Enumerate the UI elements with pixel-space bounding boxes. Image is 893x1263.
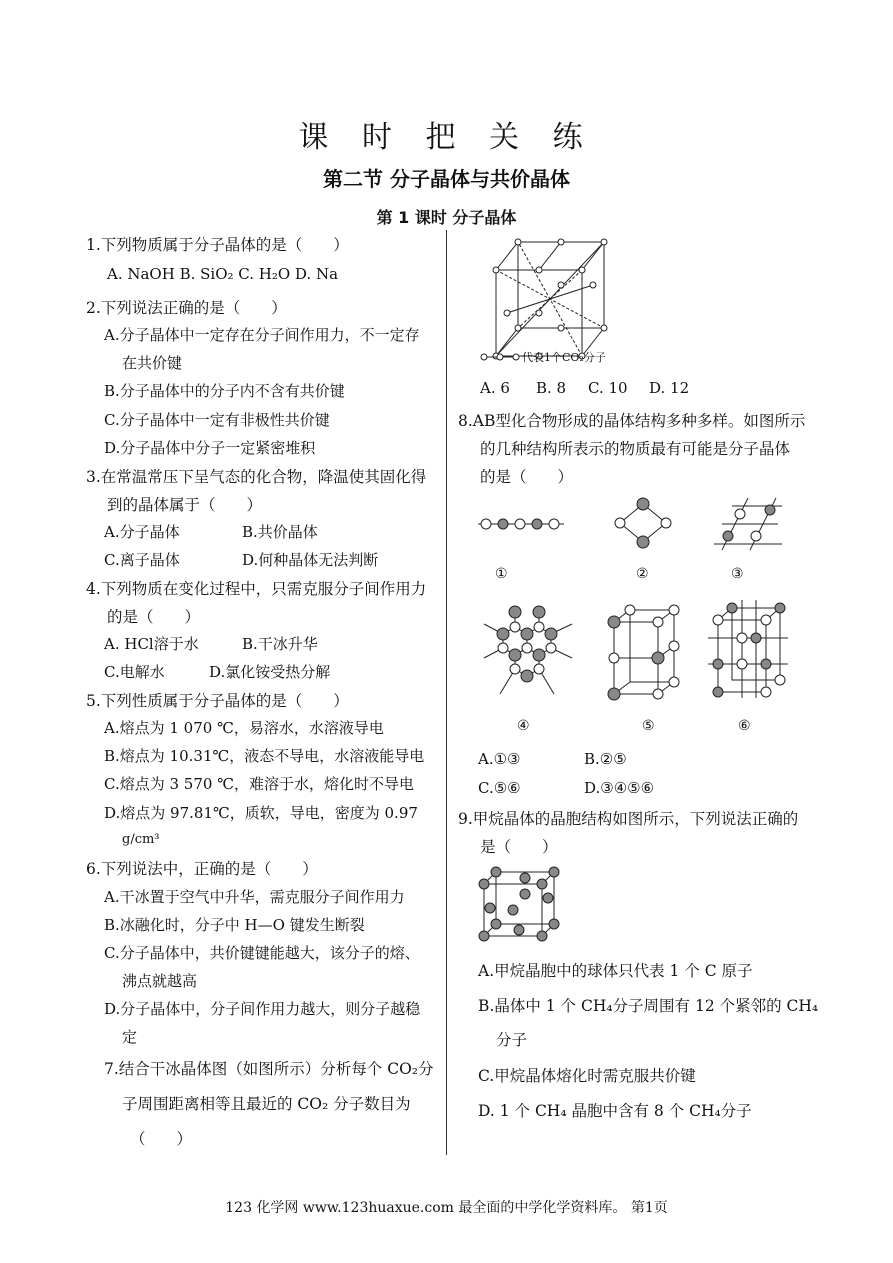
q7-option-a: A. 6 [480,379,510,397]
q3-option-c: C.离子晶体 [104,551,180,569]
q3-option-a: A.分子晶体 [104,523,180,541]
q8-option-d: D.③④⑤⑥ [584,779,655,797]
q9-option-d: D. 1 个 CH₄ 晶胞中含有 8 个 CH₄分子 [478,1102,752,1120]
q7-option-b: B. 8 [536,379,567,397]
q7-option-d: D. 12 [649,379,690,397]
q8-stem-cont: 的几种结构所表示的物质最有可能是分子晶体 [480,440,791,458]
structure-label-4: ④ [517,718,530,734]
q9-option-a: A.甲烷晶胞中的球体只代表 1 个 C 原子 [478,962,753,980]
q8-option-b: B.②⑤ [584,750,627,768]
q8-option-c: C.⑤⑥ [478,779,521,797]
q1-stem: 1.下列物质属于分子晶体的是（ ） [86,236,349,254]
q2-option-a: A.分子晶体中一定存在分子间作用力，不一定存 [104,326,420,344]
structure-1-chain [476,512,566,536]
q4-option-c: C.电解水 [104,663,165,681]
q9-option-b: B.晶体中 1 个 CH₄分子周围有 12 个紧邻的 CH₄ [478,997,819,1015]
q4-stem: 4.下列物质在变化过程中，只需克服分子间作用力 [86,580,427,598]
q6-stem: 6.下列说法中，正确的是（ ） [86,860,318,878]
q2-option-c: C.分子晶体中一定有非极性共价键 [104,411,330,429]
q4-stem-cont: 的是（ ） [107,608,201,626]
q9-stem-cont: 是（ ） [480,838,558,856]
q8-stem-blank: 的是（ ） [480,468,574,486]
q2-stem: 2.下列说法正确的是（ ） [86,299,287,317]
q6-option-c-cont: 沸点就越高 [122,972,198,990]
structure-5-cell [606,602,682,702]
structure-3-layer [712,494,784,552]
page-title: 课 时 把 关 练 [298,120,595,155]
q9-stem: 9.甲烷晶体的晶胞结构如图所示，下列说法正确的 [458,810,799,828]
q2-option-d: D.分子晶体中分子一定紧密堆积 [104,439,316,457]
q3-option-b: B.共价晶体 [242,523,318,541]
q7-stem-blank: （ ） [130,1130,193,1148]
co2-legend-icon [480,351,520,363]
q4-option-d: D.氯化铵受热分解 [209,663,331,681]
structure-4-honeycomb [476,594,580,704]
q8-option-a: A.①③ [478,750,521,768]
q1-options: A. NaOH B. SiO₂ C. H₂O D. Na [107,265,339,283]
q4-option-b: B.干冰升华 [242,635,318,653]
q2-option-a-cont: 在共价键 [122,354,183,372]
structure-label-5: ⑤ [642,718,655,734]
q7-stem: 7.结合干冰晶体图（如图所示）分析每个 CO₂分 [104,1060,434,1078]
structure-label-6: ⑥ [738,718,751,734]
q5-option-d-cont: g/cm³ [122,832,160,847]
q3-option-d: D.何种晶体无法判断 [242,551,379,569]
structure-label-3: ③ [731,566,744,582]
q3-stem: 3.在常温常压下呈气态的化合物，降温使其固化得 [86,468,427,486]
q7-legend: 代表1个CO₂分子 [522,351,606,364]
q4-option-a: A. HCl溶于水 [104,635,199,653]
q6-option-d-cont: 定 [122,1028,138,1046]
q6-option-a: A.干冰置于空气中升华，需克服分子间作用力 [104,888,405,906]
q5-option-d: D.熔点为 97.81℃，质软，导电，密度为 0.97 [104,804,418,822]
q3-stem-cont: 到的晶体属于（ ） [107,496,263,514]
structure-label-1: ① [495,566,508,582]
q8-stem: 8.AB型化合物形成的晶体结构多种多样。如图所示 [458,412,806,430]
q5-option-b: B.熔点为 10.31℃，液态不导电，水溶液能导电 [104,747,425,765]
structure-2-ring [608,496,678,550]
lesson-title: 第 1 课时 分子晶体 [376,208,517,227]
q2-option-b: B.分子晶体中的分子内不含有共价键 [104,382,345,400]
q9-option-b-cont: 分子 [496,1031,528,1049]
q6-option-d: D.分子晶体中，分子间作用力越大，则分子越稳 [104,1000,421,1018]
q7-option-c: C. 10 [588,379,628,397]
q9-option-c: C.甲烷晶体熔化时需克服共价键 [478,1067,696,1085]
q6-option-c: C.分子晶体中，共价键键能越大，该分子的熔、 [104,944,420,962]
q7-stem-cont: 子周围距离相等且最近的 CO₂ 分子数目为 [122,1095,411,1113]
q5-stem: 5.下列性质属于分子晶体的是（ ） [86,692,349,710]
q5-option-a: A.熔点为 1 070 ℃，易溶水，水溶液导电 [104,719,384,737]
q5-option-c: C.熔点为 3 570 ℃，难溶于水，熔化时不导电 [104,775,414,793]
structure-label-2: ② [636,566,649,582]
structure-6-lattice [706,598,790,702]
page-footer: 123 化学网 www.123huaxue.com 最全面的中学化学资料库。 第1页 [225,1200,668,1216]
section-title: 第二节 分子晶体与共价晶体 [323,167,570,191]
methane-unit-cell-figure [474,864,564,944]
q6-option-b: B.冰融化时，分子中 H—O 键发生断裂 [104,916,365,934]
column-divider [446,230,447,1155]
